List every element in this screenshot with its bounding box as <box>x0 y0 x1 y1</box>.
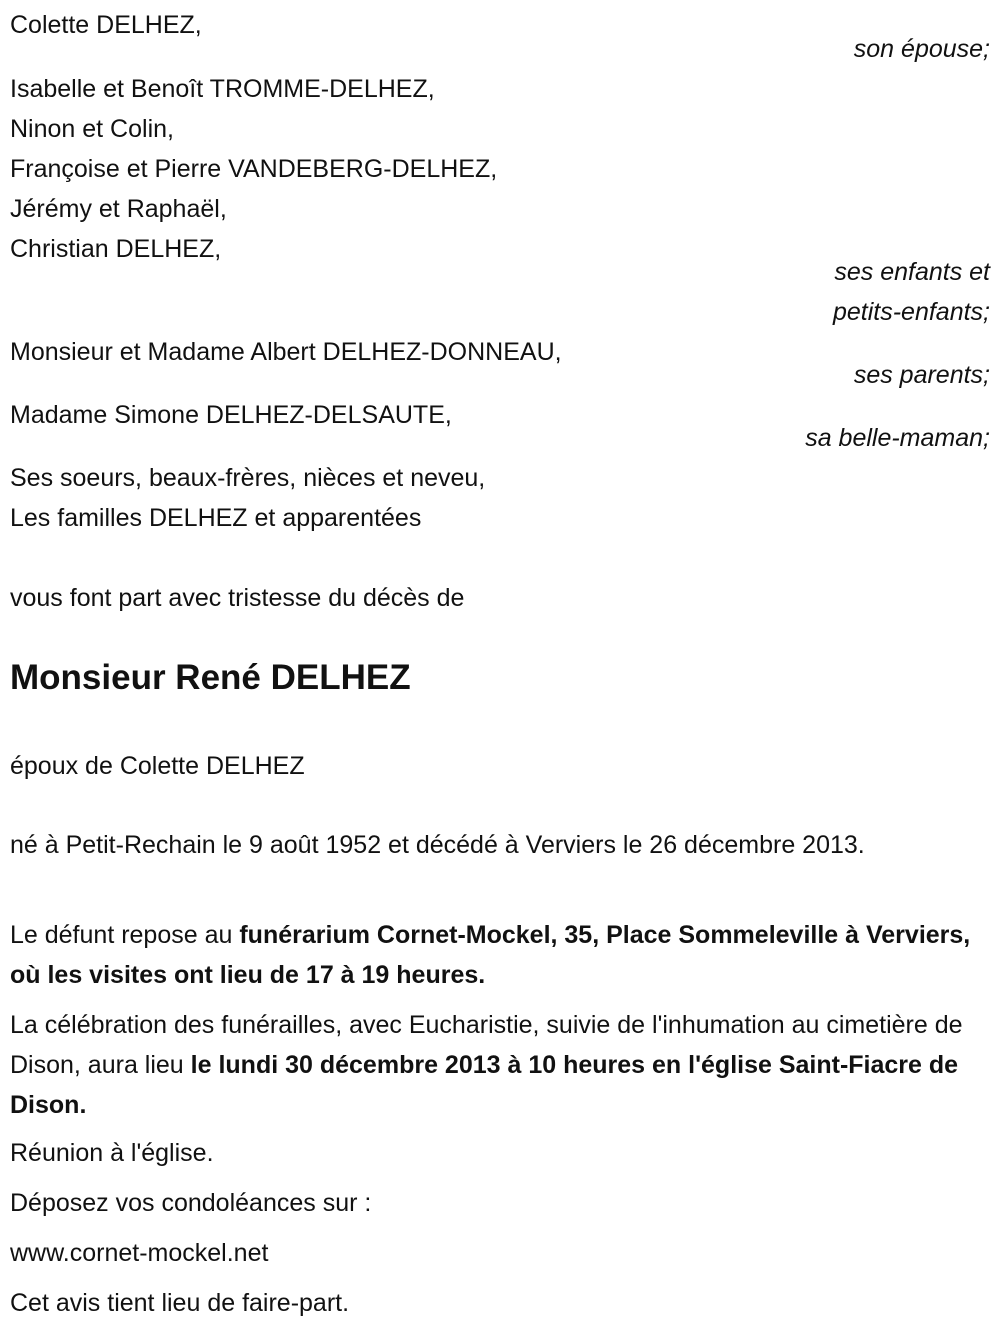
other-family-line: Ses soeurs, beaux-frères, nièces et neveu, <box>10 464 486 492</box>
rest-location: funérarium Cornet-Mockel, 35, Place Sommeleville à Verviers, où les visites ont lieu de 17 à 19 heures. <box>10 921 971 989</box>
spouse-name: Colette DELHEZ, <box>10 11 202 39</box>
funeral-info <box>10 1005 990 1125</box>
child-line: Isabelle et Benoît TROMME-DELHEZ, <box>10 75 435 103</box>
mother-in-law-name: Madame Simone DELHEZ-DELSAUTE, <box>10 401 452 429</box>
children-role: ses enfants et <box>834 258 990 286</box>
children-role: petits-enfants; <box>832 298 990 326</box>
mother-in-law-role: sa belle-maman; <box>805 424 990 452</box>
announcement: vous font part avec tristesse du décès de <box>10 584 465 612</box>
child-line: Jérémy et Raphaël, <box>10 195 227 223</box>
rest-info <box>10 915 990 995</box>
parents-name: Monsieur et Madame Albert DELHEZ-DONNEAU, <box>10 338 562 366</box>
parents-role: ses parents; <box>853 361 990 389</box>
child-line: Christian DELHEZ, <box>10 235 222 263</box>
rest-intro: Le défunt repose au <box>10 921 240 949</box>
condolences-label: Déposez vos condoléances sur : <box>10 1189 372 1217</box>
birth-death: né à Petit-Rechain le 9 août 1952 et décédé à Verviers le 26 décembre 2013. <box>10 831 865 859</box>
website-link[interactable]: www.cornet-mockel.net <box>10 1239 269 1267</box>
other-family-line: Les familles DELHEZ et apparentées <box>10 504 422 532</box>
funeral-details: le lundi 30 décembre 2013 à 10 heures en l'église Saint-Fiacre de Dison. <box>10 1051 959 1119</box>
deceased-name: Monsieur René DELHEZ <box>10 658 411 697</box>
spouse-of: époux de Colette DELHEZ <box>10 752 305 780</box>
child-line: Ninon et Colin, <box>10 115 174 143</box>
notice: Cet avis tient lieu de faire-part. <box>10 1289 350 1317</box>
funeral-intro: La célébration des funérailles, avec Eucharistie, suivie de l'inhumation au cimetière de Dison, aura lieu <box>10 1011 963 1079</box>
child-line: Françoise et Pierre VANDEBERG-DELHEZ, <box>10 155 498 183</box>
meeting: Réunion à l'église. <box>10 1139 214 1167</box>
spouse-role: son épouse; <box>853 35 990 63</box>
